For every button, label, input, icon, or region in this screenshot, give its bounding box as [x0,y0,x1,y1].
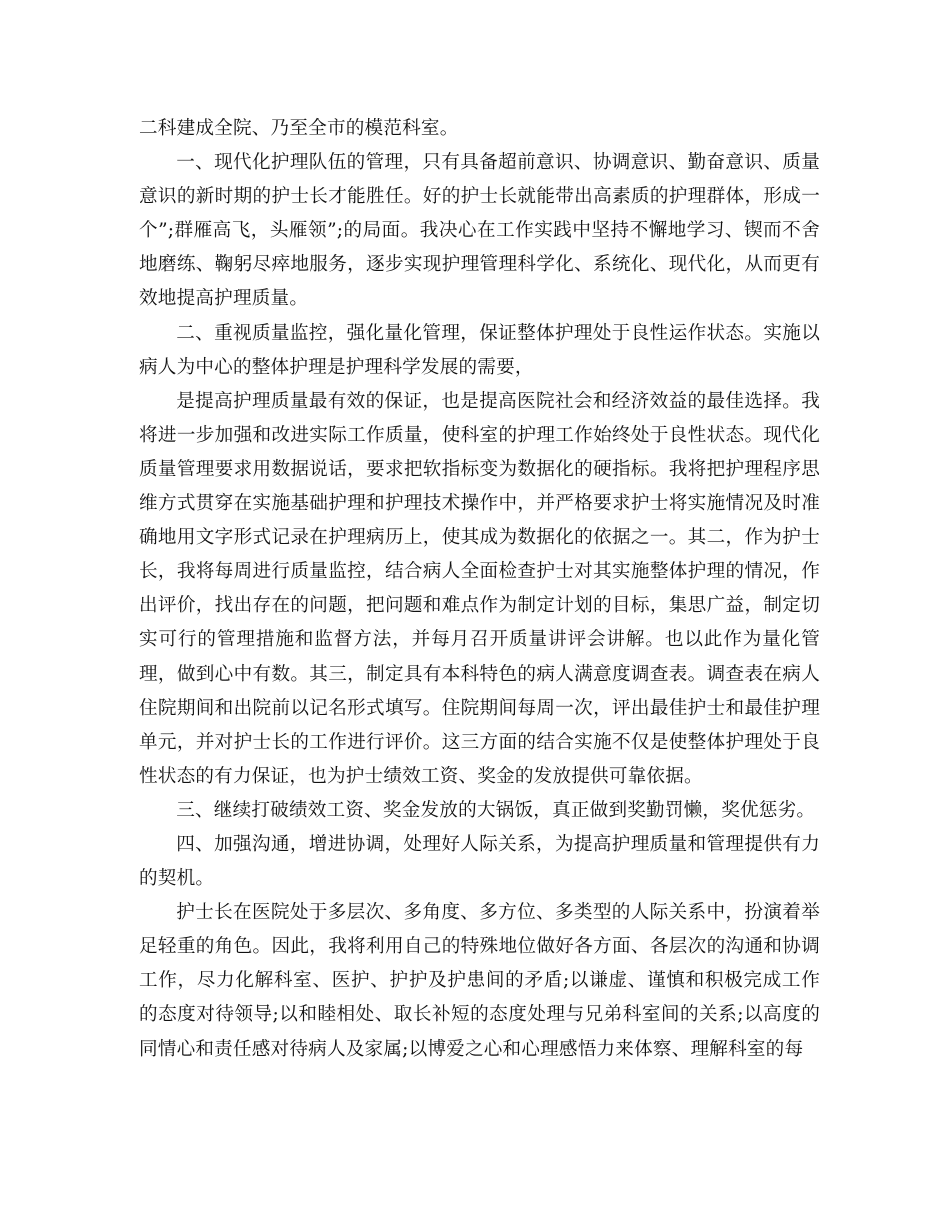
paragraph-section-three: 三、继续打破绩效工资、奖金发放的大锅饭，真正做到奖勤罚懒，奖优惩劣。 [176,799,816,821]
document-page [139,112,820,1067]
paragraph-section-two: 二、重视质量监控，强化量化管理，保证整体护理处于良性运作状态。实施以病人为中心的整体护理是护理科学发展的需要， [139,322,820,378]
paragraph-section-four: 四、加强沟通，增进协调，处理好人际关系，为提高护理质量和管理提供有力的契机。 [139,833,820,890]
paragraph-head-nurse-role: 护士长在医院处于多层次、多角度、多方位、多类型的人际关系中，扮演着举足轻重的角色。因此，我将利用自己的特殊地位做好各方面、各层次的沟通和协调工作，尽力化解科室、医护、护护及护患间的矛盾;以谦虚、谨慎和积极完成工作的态度对待领导;以和睦相处、取长补短的态度处理与兄弟科室间的关系;以高度的同情心和责任感对待病人及家属;以博爱之心和心理感悟力来体察、理解科室的每 [139,902,820,1060]
paragraph-quality-detail: 是提高护理质量最有效的保证，也是提高医院社会和经济效益的最佳选择。我将进一步加强和改进实际工作质量，使科室的护理工作始终处于良性状态。现代化质量管理要求用数据说话，要求把软指标变为数据化的硬指标。我将把护理程序思维方式贯穿在实施基础护理和护理技术操作中，并严格要求护士将实施情况及时准确地用文字形式记录在护理病历上，使其成为数据化的依据之一。其二，作为护士长，我将每周进行质量监控，结合病人全面检查护士对其实施整体护理的情况，作出评价，找出存在的问题，把问题和难点作为制定计划的目标，集思广益，制定切实可行的管理措施和监督方法，并每月召开质量讲评会讲解。也以此作为量化管理，做到心中有数。其三，制定具有本科特色的病人满意度调查表。调查表在病人住院期间和出院前以记名形式填写。住院期间每周一次，评出最佳护士和最佳护理单元，并对护士长的工作进行评价。这三方面的结合实施不仅是使整体护理处于良性状态的有力保证，也为护士绩效工资、奖金的发放提供可靠依据。 [139,390,820,787]
paragraph-continuation: 二科建成全院、乃至全市的模范科室。 [139,118,459,139]
paragraph-section-one: 一、现代化护理队伍的管理，只有具备超前意识、协调意识、勤奋意识、质量意识的新时期的护士长才能胜任。好的护士长就能带出高素质的护理群体，形成一个”;群雁高飞，头雁领”;的局面。我决心在工作实践中坚持不懈地学习、锲而不舍地磨练、鞠躬尽瘁地服务，逐步实现护理管理科学化、系统化、现代化，从而更有效地提高护理质量。 [139,152,820,310]
